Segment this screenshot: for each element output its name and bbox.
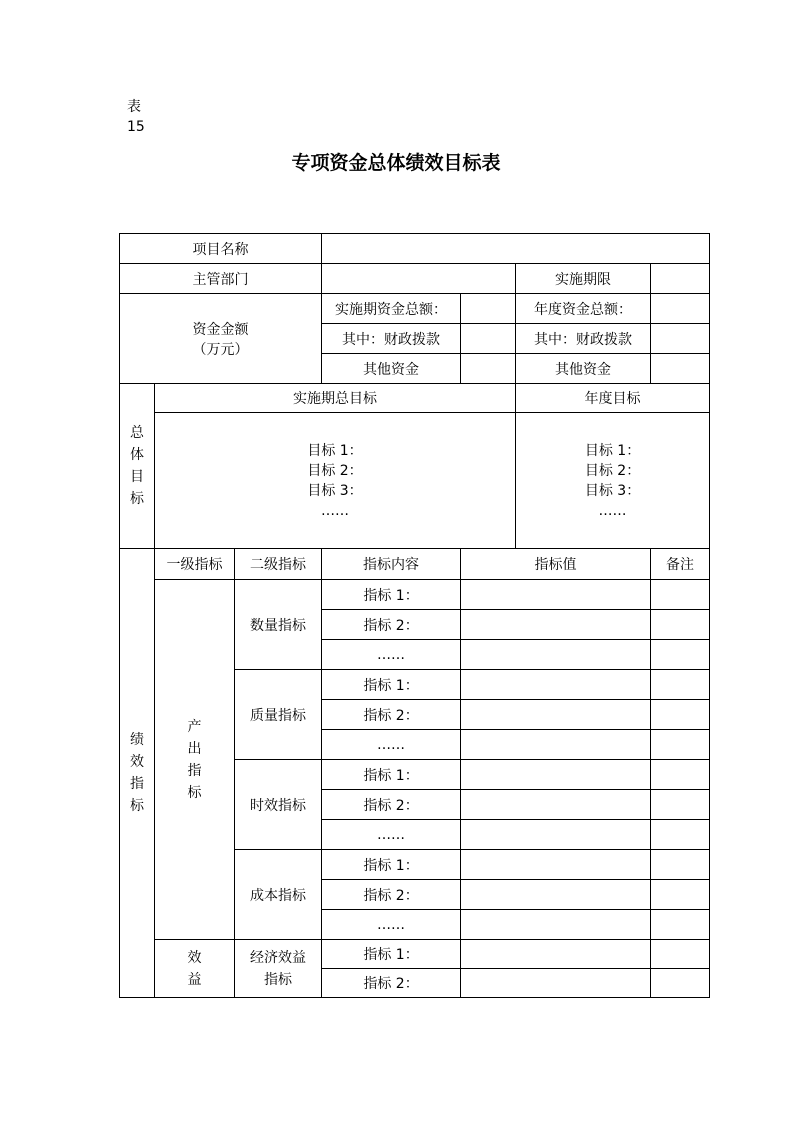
timeliness-indicator-label: 时效指标 xyxy=(235,760,322,850)
quantity-indicator-label: 数量指标 xyxy=(235,580,322,670)
indicator-item: 指标 1： xyxy=(322,580,461,610)
table-row xyxy=(120,580,710,610)
remark-cell[interactable] xyxy=(651,820,710,850)
overall-goal-side-label xyxy=(120,384,155,549)
indicator-value-cell[interactable] xyxy=(461,760,651,790)
indicator-value-cell[interactable] xyxy=(461,910,651,940)
remark-cell[interactable] xyxy=(651,790,710,820)
row-fund-total xyxy=(120,294,710,324)
benefit-indicator-label xyxy=(155,940,235,998)
side-char: 效 xyxy=(187,949,202,966)
table-number-value: 15 xyxy=(127,119,145,135)
fund-amount-label xyxy=(120,294,322,384)
period-label: 实施期限 xyxy=(516,264,651,294)
annual-fiscal-label: 其中：财政拨款 xyxy=(516,324,651,354)
indicator-value-cell[interactable] xyxy=(461,790,651,820)
remark-cell[interactable] xyxy=(651,760,710,790)
goal-item: 目标 3： xyxy=(584,482,641,499)
side-char: 总 xyxy=(130,425,144,441)
indicator-value-cell[interactable] xyxy=(461,610,651,640)
performance-indicator-side-label xyxy=(120,549,155,998)
economic-label-line: 指标 xyxy=(264,971,293,988)
fund-unit-text: （万元） xyxy=(192,341,249,358)
row-goal-content xyxy=(120,413,710,549)
project-name-label: 项目名称 xyxy=(120,234,322,264)
indicator-value-cell[interactable] xyxy=(461,640,651,670)
goal-item: 目标 2： xyxy=(307,462,363,479)
remark-cell[interactable] xyxy=(651,910,710,940)
side-char: 目 xyxy=(130,469,144,485)
economic-benefit-label xyxy=(235,940,322,998)
indicator-item: 指标 2： xyxy=(322,880,461,910)
annual-other-value[interactable] xyxy=(651,354,710,384)
department-label: 主管部门 xyxy=(120,264,322,294)
goal-item: 目标 3： xyxy=(307,482,363,499)
remark-cell[interactable] xyxy=(651,670,710,700)
period-fiscal-label: 其中：财政拨款 xyxy=(322,324,461,354)
indicator-item: 指标 1： xyxy=(322,670,461,700)
goal-item: 目标 2： xyxy=(584,462,641,479)
indicator-item: 指标 2： xyxy=(322,969,461,998)
indicator-item: …… xyxy=(322,910,461,940)
indicator-value-cell[interactable] xyxy=(461,820,651,850)
side-char: 益 xyxy=(187,971,202,988)
indicator-item: …… xyxy=(322,730,461,760)
annual-goal-content[interactable] xyxy=(516,413,710,549)
indicator-value-cell[interactable] xyxy=(461,940,651,969)
annual-goal-header: 年度目标 xyxy=(516,384,710,413)
table-number-label: 表 xyxy=(127,99,141,115)
side-char: 效 xyxy=(130,754,144,770)
goal-item: 目标 1： xyxy=(307,442,363,459)
remark-cell[interactable] xyxy=(651,700,710,730)
department-value[interactable] xyxy=(322,264,516,294)
output-indicator-label xyxy=(155,580,235,940)
side-char: 标 xyxy=(130,491,144,507)
period-fund-total-value[interactable] xyxy=(461,294,516,324)
remark-cell[interactable] xyxy=(651,580,710,610)
remark-cell[interactable] xyxy=(651,940,710,969)
header-content: 指标内容 xyxy=(322,549,461,580)
annual-fund-total-label: 年度资金总额： xyxy=(516,294,651,324)
indicator-value-cell[interactable] xyxy=(461,730,651,760)
indicator-value-cell[interactable] xyxy=(461,850,651,880)
indicator-value-cell[interactable] xyxy=(461,670,651,700)
cost-indicator-label: 成本指标 xyxy=(235,850,322,940)
annual-fund-total-value[interactable] xyxy=(651,294,710,324)
period-fiscal-value[interactable] xyxy=(461,324,516,354)
annual-fiscal-value[interactable] xyxy=(651,324,710,354)
side-char: 出 xyxy=(187,740,202,757)
goal-item: …… xyxy=(598,502,627,519)
period-fund-total-label: 实施期资金总额： xyxy=(322,294,461,324)
page-title: 专项资金总体绩效目标表 xyxy=(291,152,501,174)
project-name-value[interactable] xyxy=(322,234,710,264)
economic-label-line: 经济效益 xyxy=(250,949,307,966)
header-value: 指标值 xyxy=(461,549,651,580)
goal-item: 目标 1： xyxy=(584,442,641,459)
row-project-name xyxy=(120,234,710,264)
goal-item: …… xyxy=(321,502,350,519)
performance-goal-table xyxy=(119,233,710,998)
period-value[interactable] xyxy=(651,264,710,294)
period-other-value[interactable] xyxy=(461,354,516,384)
indicator-item: …… xyxy=(322,640,461,670)
side-char: 指 xyxy=(187,762,202,779)
indicator-item: 指标 2： xyxy=(322,700,461,730)
side-char: 标 xyxy=(187,784,202,801)
remark-cell[interactable] xyxy=(651,640,710,670)
remark-cell[interactable] xyxy=(651,610,710,640)
indicator-item: …… xyxy=(322,820,461,850)
side-char: 产 xyxy=(187,718,202,735)
indicator-item: 指标 2： xyxy=(322,610,461,640)
fund-amount-text: 资金金额 xyxy=(192,321,249,338)
header-remark: 备注 xyxy=(651,549,710,580)
indicator-value-cell[interactable] xyxy=(461,700,651,730)
indicator-value-cell[interactable] xyxy=(461,580,651,610)
table-row xyxy=(120,940,710,969)
side-char: 标 xyxy=(130,798,144,814)
side-char: 指 xyxy=(130,776,144,792)
table-number xyxy=(127,97,145,137)
row-indicator-headers xyxy=(120,549,710,580)
remark-cell[interactable] xyxy=(651,880,710,910)
row-department xyxy=(120,264,710,294)
remark-cell[interactable] xyxy=(651,850,710,880)
period-goal-header: 实施期总目标 xyxy=(155,384,516,413)
remark-cell[interactable] xyxy=(651,969,710,998)
indicator-item: 指标 2： xyxy=(322,790,461,820)
remark-cell[interactable] xyxy=(651,730,710,760)
header-level1: 一级指标 xyxy=(155,549,235,580)
header-level2: 二级指标 xyxy=(235,549,322,580)
indicator-value-cell[interactable] xyxy=(461,969,651,998)
quality-indicator-label: 质量指标 xyxy=(235,670,322,760)
period-other-label: 其他资金 xyxy=(322,354,461,384)
indicator-item: 指标 1： xyxy=(322,850,461,880)
indicator-item: 指标 1： xyxy=(322,940,461,969)
side-char: 体 xyxy=(130,447,144,463)
side-char: 绩 xyxy=(130,732,144,748)
period-goal-content[interactable] xyxy=(155,413,516,549)
annual-other-label: 其他资金 xyxy=(516,354,651,384)
indicator-item: 指标 1： xyxy=(322,760,461,790)
indicator-value-cell[interactable] xyxy=(461,880,651,910)
row-goal-headers xyxy=(120,384,710,413)
